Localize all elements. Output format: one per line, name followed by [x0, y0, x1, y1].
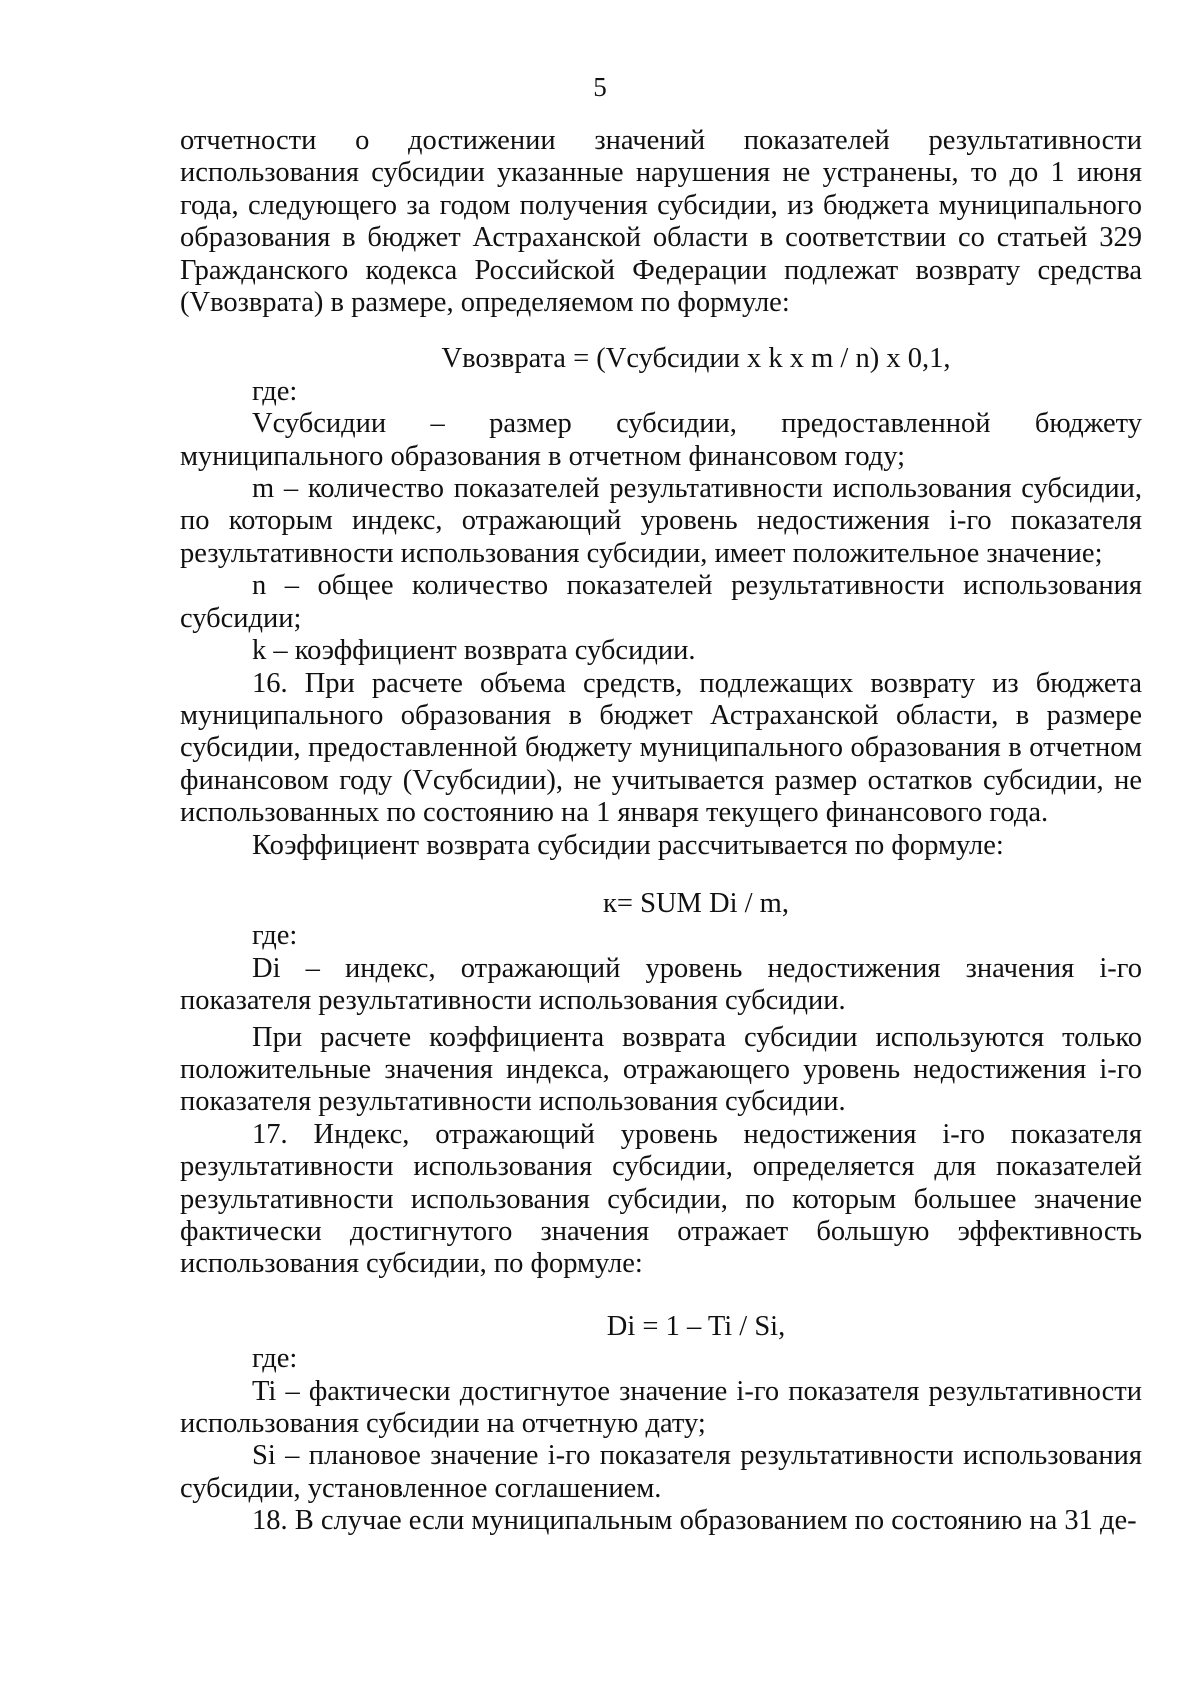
- where-label: где:: [252, 920, 298, 952]
- paragraph-positive-values: При расчете коэффициента возврата субсидии используются только положительные значения индекса, отражающего уровень недостижения i-го показателя результативности использования субсидии.: [180, 1021, 1142, 1118]
- formula-return-amount: Vвозврата = (Vсубсидии x k x m / n) x 0,1,: [441, 343, 951, 375]
- document-body: [180, 125, 1142, 1538]
- paragraph-18: 18. В случае если муниципальным образованием по состоянию на 31 де-: [252, 1505, 1137, 1537]
- formula-coefficient: к= SUM Di / m,: [603, 887, 789, 919]
- definition-k: k – коэффициент возврата субсидии.: [252, 635, 696, 667]
- paragraph-17: 17. Индекс, отражающий уровень недостижения i-го показателя результативности использования субсидии, определяется для показателей результативности использования субсидии, по которым большее значение фактически достигнутого значения отражает большую эффективность использования субсидии, по формуле:: [180, 1118, 1142, 1280]
- paragraph-continuation: отчетности о достижении значений показателей результативности использования субсидии указанные нарушения не устранены, то до 1 июня года, следующего за годом получения субсидии, из бюджета муниципального образования в бюджет Астраханской области в соответствии со статьей 329 Гражданского кодекса Российской Федерации подлежат возврату средства (Vвозврата) в размере, определяемом по формуле:: [180, 125, 1142, 319]
- definition-ti: Ti – фактически достигнутое значение i-го показателя результативности использования субсидии на отчетную дату;: [180, 1375, 1142, 1440]
- page-number: 5: [593, 72, 607, 102]
- coefficient-intro: Коэффициент возврата субсидии рассчитывается по формуле:: [252, 829, 1004, 861]
- paragraph-16: 16. При расчете объема средств, подлежащих возврату из бюджета муниципального образования в бюджет Астраханской области, в размере субсидии, предоставленной бюджету муниципального образования в отчетном финансовом году (Vсубсидии), не учитывается размер остатков субсидии, не использованных по состоянию на 1 января текущего финансового года.: [180, 667, 1142, 829]
- formula-index: Di = 1 – Ti / Si,: [606, 1310, 786, 1342]
- definition-si: Si – плановое значение i-го показателя результативности использования субсидии, установленное соглашением.: [180, 1440, 1142, 1504]
- definition-m: m – количество показателей результативности использования субсидии, по которым индекс, отражающий уровень недостижения i-го показателя результативности использования субсидии, имеет положительное значение;: [180, 473, 1142, 569]
- definition-di: Di – индекс, отражающий уровень недостижения значения i-го показателя результативности использования субсидии.: [180, 952, 1142, 1017]
- definition-n: n – общее количество показателей результативности использования субсидии;: [180, 570, 1142, 634]
- where-label: где:: [252, 1343, 298, 1375]
- definition-vsubsidii: Vсубсидии – размер субсидии, предоставленной бюджету муниципального образования в отчетном финансовом году;: [180, 408, 1142, 472]
- where-label: где:: [252, 375, 298, 407]
